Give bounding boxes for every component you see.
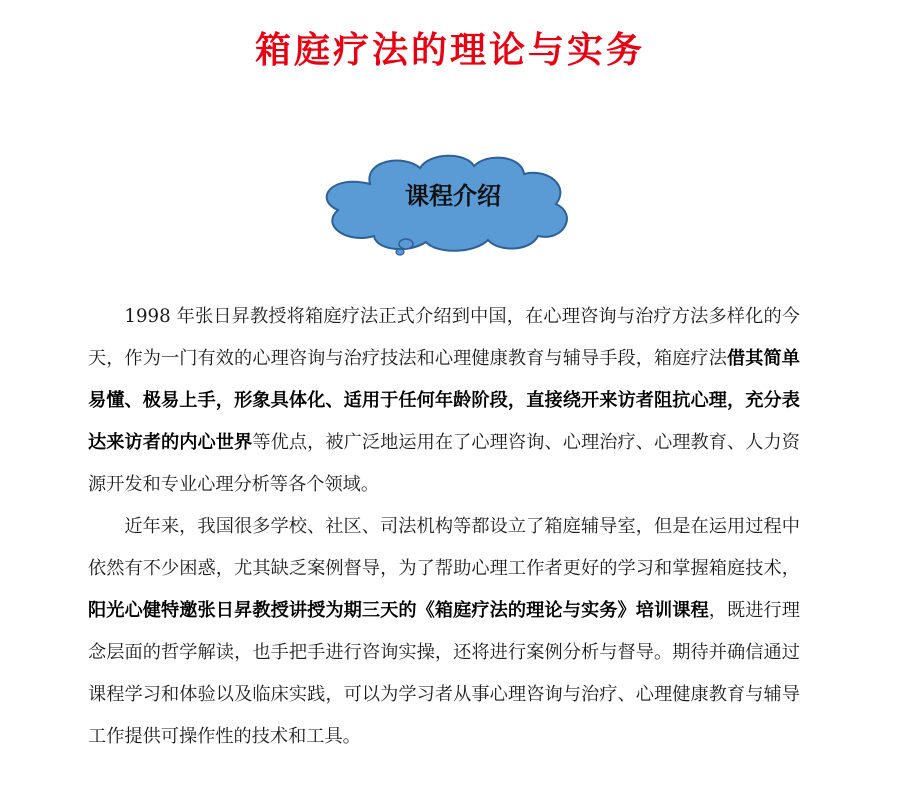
paragraph-2-bold: 阳光心健特邀张日昇教授讲授为期三天的《箱庭疗法的理论与实务》培训课程 bbox=[88, 600, 709, 621]
paragraph-2-text-b: ，既进行理念层面的哲学解读，也手把手进行咨询实操，还将进行案例分析与督导。期待并确信通过课程学习和体验以及临床实践，可以为学习者从事心理咨询与治疗、心理健康教育与辅导工作提供可操作性的技术和工具。 bbox=[88, 600, 800, 747]
paragraph-2-text-a: 近年来，我国很多学校、社区、司法机构等都设立了箱庭辅导室，但是在运用过程中依然有不少困惑，尤其缺乏案例督导，为了帮助心理工作者更好的学习和掌握箱庭技术， bbox=[88, 516, 800, 579]
paragraph-1 bbox=[88, 296, 800, 506]
paragraph-1-bold: 借其简单易懂、极易上手，形象具体化、适用于任何年龄阶段，直接绕开来访者阻抗心理，充分表达来访者的内心世界 bbox=[88, 348, 800, 453]
section-heading: 课程介绍 bbox=[405, 182, 501, 210]
paragraph-2 bbox=[88, 506, 800, 758]
paragraph-1-text-b: 等优点，被广泛地运用在了心理咨询、心理治疗、心理教育、人力资源开发和专业心理分析等各个领域。 bbox=[88, 432, 800, 495]
section-heading-cloud bbox=[308, 152, 588, 256]
document-title: 箱庭疗法的理论与实务 bbox=[254, 29, 645, 71]
course-introduction-body bbox=[88, 296, 800, 758]
paragraph-1-text-a: 1998 年张日昇教授将箱庭疗法正式介绍到中国，在心理咨询与治疗方法多样化的今天，作为一门有效的心理咨询与治疗技法和心理健康教育与辅导手段，箱庭疗法 bbox=[88, 306, 800, 369]
